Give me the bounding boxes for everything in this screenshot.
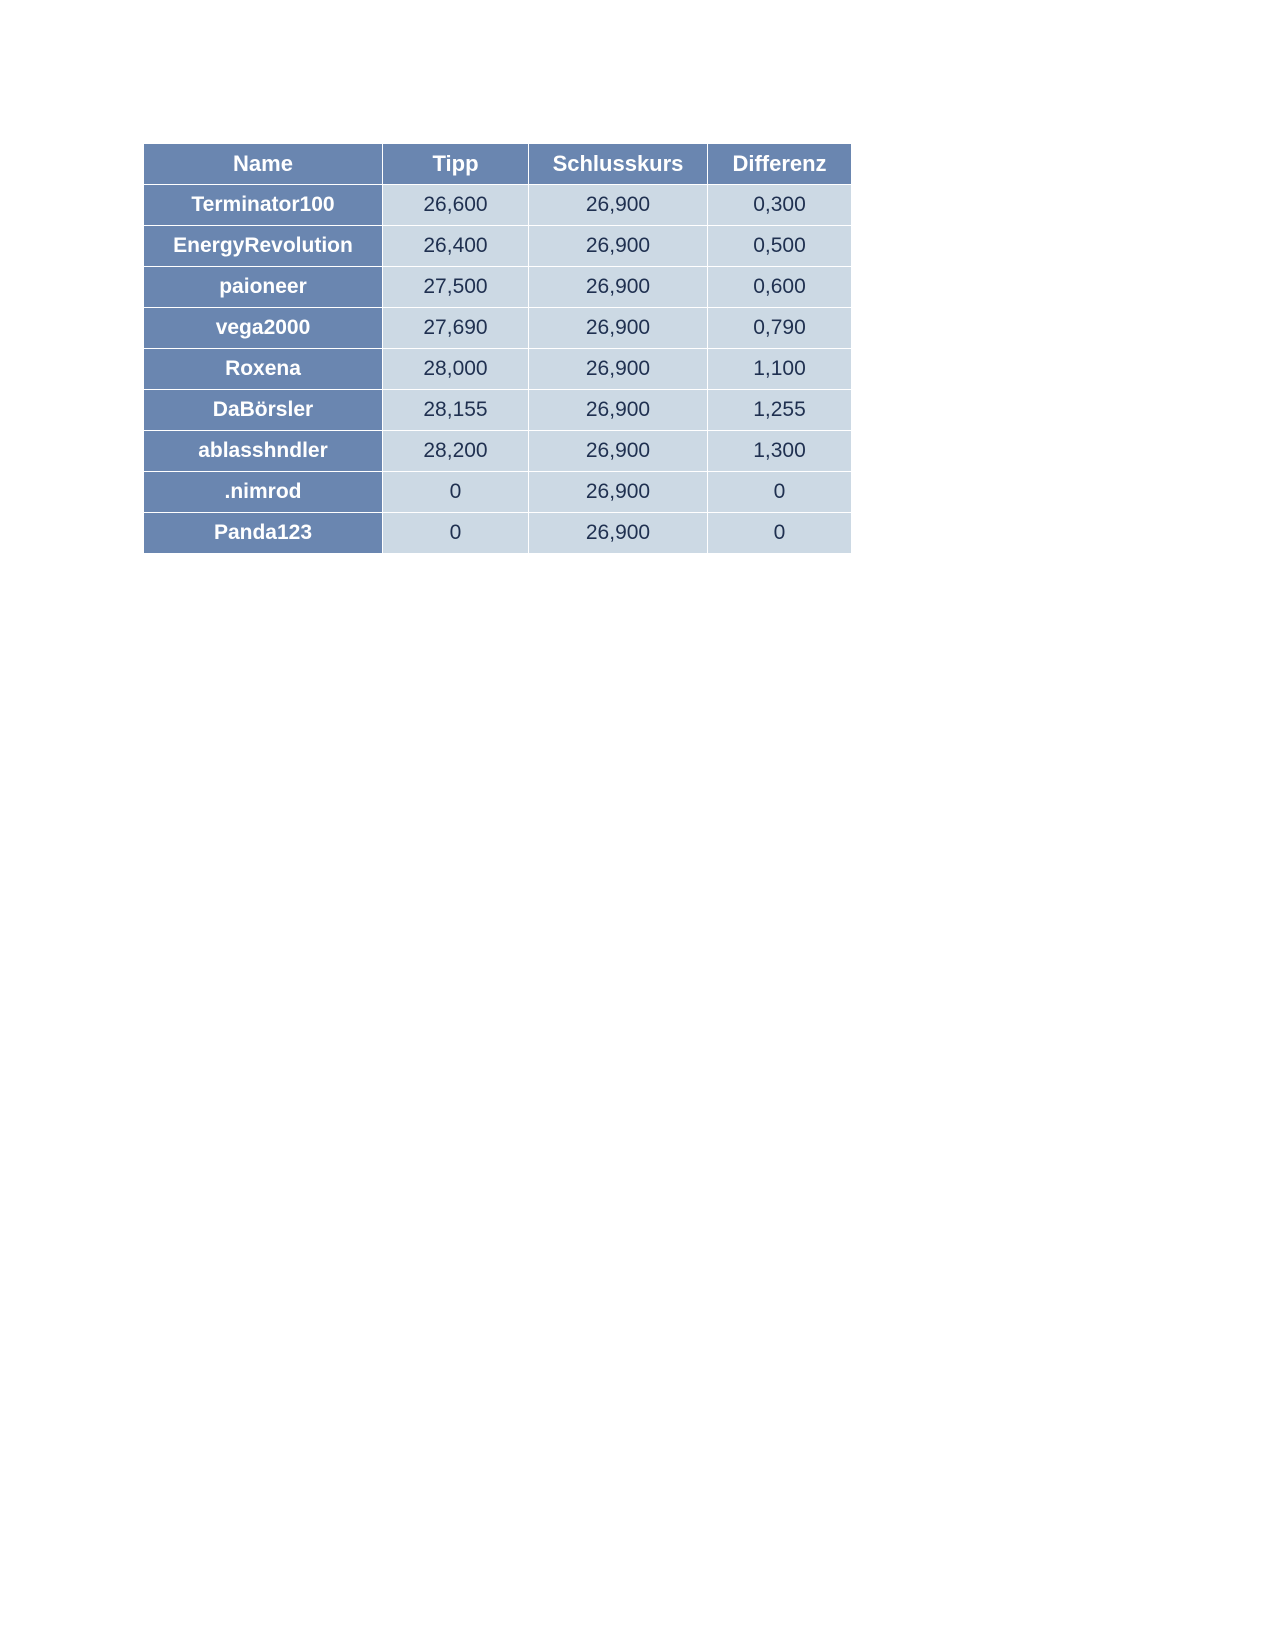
cell-schlusskurs: 26,900 [529, 513, 707, 553]
cell-name: Roxena [144, 349, 382, 389]
cell-schlusskurs: 26,900 [529, 308, 707, 348]
table-header [144, 144, 851, 184]
table-row [144, 267, 851, 307]
cell-tipp: 28,155 [383, 390, 528, 430]
table-row [144, 513, 851, 553]
cell-differenz: 0,600 [708, 267, 851, 307]
cell-schlusskurs: 26,900 [529, 267, 707, 307]
cell-schlusskurs: 26,900 [529, 390, 707, 430]
cell-schlusskurs: 26,900 [529, 349, 707, 389]
cell-tipp: 28,200 [383, 431, 528, 471]
table-row [144, 308, 851, 348]
cell-schlusskurs: 26,900 [529, 185, 707, 225]
cell-differenz: 1,255 [708, 390, 851, 430]
results-table-container [143, 143, 852, 554]
table-row [144, 390, 851, 430]
cell-name: .nimrod [144, 472, 382, 512]
table-row [144, 472, 851, 512]
cell-tipp: 0 [383, 472, 528, 512]
cell-name: EnergyRevolution [144, 226, 382, 266]
cell-differenz: 0 [708, 472, 851, 512]
cell-differenz: 1,300 [708, 431, 851, 471]
column-header-name: Name [144, 144, 382, 184]
cell-name: DaBörsler [144, 390, 382, 430]
cell-tipp: 28,000 [383, 349, 528, 389]
cell-differenz: 0 [708, 513, 851, 553]
results-table [143, 143, 852, 554]
cell-schlusskurs: 26,900 [529, 431, 707, 471]
table-header-row [144, 144, 851, 184]
cell-differenz: 1,100 [708, 349, 851, 389]
cell-differenz: 0,300 [708, 185, 851, 225]
cell-name: ablasshndler [144, 431, 382, 471]
cell-tipp: 26,600 [383, 185, 528, 225]
cell-schlusskurs: 26,900 [529, 226, 707, 266]
cell-name: paioneer [144, 267, 382, 307]
cell-name: Terminator100 [144, 185, 382, 225]
table-row [144, 431, 851, 471]
table-body [144, 185, 851, 553]
cell-schlusskurs: 26,900 [529, 472, 707, 512]
cell-tipp: 27,500 [383, 267, 528, 307]
cell-name: Panda123 [144, 513, 382, 553]
table-row [144, 185, 851, 225]
cell-differenz: 0,500 [708, 226, 851, 266]
cell-differenz: 0,790 [708, 308, 851, 348]
column-header-schlusskurs: Schlusskurs [529, 144, 707, 184]
cell-tipp: 27,690 [383, 308, 528, 348]
column-header-differenz: Differenz [708, 144, 851, 184]
column-header-tipp: Tipp [383, 144, 528, 184]
table-row [144, 226, 851, 266]
cell-name: vega2000 [144, 308, 382, 348]
table-row [144, 349, 851, 389]
cell-tipp: 26,400 [383, 226, 528, 266]
cell-tipp: 0 [383, 513, 528, 553]
